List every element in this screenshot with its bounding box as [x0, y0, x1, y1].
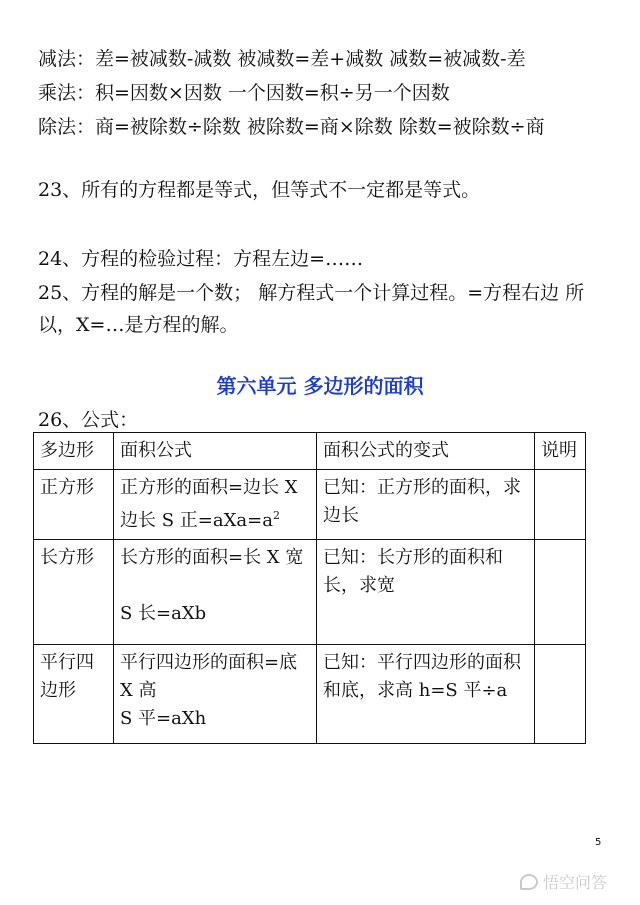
shape-name: 长方形 [40, 547, 94, 568]
shape-name: 正方形 [40, 477, 94, 498]
variant-cell [317, 540, 535, 645]
watermark-text: 悟空问答 [543, 873, 608, 892]
header-formula: 面积公式 [114, 433, 317, 470]
header-note: 说明 [535, 433, 586, 470]
table-row [34, 470, 586, 540]
table-row [34, 645, 586, 744]
shape-name: 边形 [40, 680, 76, 701]
formula-line: X 高 [120, 680, 157, 701]
formula-line: 平行四边形的面积=底 [120, 652, 298, 673]
formula-line: 长方形的面积=长 X 宽 [120, 547, 304, 568]
table-row [34, 540, 586, 645]
variant-line: 长，求宽 [323, 575, 395, 596]
shape-cell [34, 470, 114, 540]
unit-title: 第六单元 多边形的面积 [216, 374, 424, 398]
table-header-row [34, 433, 586, 470]
shape-name: 平行四 [40, 652, 94, 673]
division-formula: 除法：商=被除数÷除数 被除数=商×除数 除数=被除数÷商 [38, 116, 545, 138]
formula-line: S 长=aXb [120, 603, 207, 624]
variant-line: 已知：长方形的面积和 [323, 547, 503, 568]
variant-cell [317, 470, 535, 540]
formula-line: 边长 S 正=aXa=a [120, 510, 273, 531]
item-25-line-1: 25、方程的解是一个数； 解方程式一个计算过程。=方程右边 所 [38, 282, 585, 304]
shape-cell [34, 540, 114, 645]
item-23: 23、所有的方程都是等式，但等式不一定都是等式。 [38, 179, 481, 201]
variant-line: 边长 [323, 505, 359, 526]
variant-line: 已知：平行四边形的面积 [323, 652, 521, 673]
variant-line: 和底，求高 h=S 平÷a [323, 680, 508, 701]
page-number: 5 [595, 837, 602, 848]
note-cell [535, 470, 586, 540]
formula-cell [114, 540, 317, 645]
multiplication-formula: 乘法：积=因数×因数 一个因数=积÷另一个因数 [38, 82, 450, 104]
variant-cell [317, 645, 535, 744]
formula-line: 正方形的面积=边长 X [120, 477, 298, 498]
exponent: 2 [272, 509, 280, 522]
item-25-line-2: 以，X=…是方程的解。 [38, 314, 239, 336]
shape-cell [34, 645, 114, 744]
formula-line: S 平=aXh [120, 708, 207, 729]
header-shape: 多边形 [34, 433, 114, 470]
note-cell [535, 645, 586, 744]
item-24: 24、方程的检验过程：方程左边=…… [38, 248, 364, 270]
note-cell [535, 540, 586, 645]
speech-bubble-icon [520, 874, 538, 890]
formula-cell [114, 470, 317, 540]
item-26: 26、公式： [38, 409, 139, 431]
watermark [520, 870, 607, 893]
formula-table [33, 432, 586, 744]
variant-line: 已知：正方形的面积，求 [323, 477, 521, 498]
header-variant: 面积公式的变式 [317, 433, 535, 470]
subtraction-formula: 减法：差=被减数-减数 被减数=差+减数 减数=被减数-差 [38, 48, 526, 70]
formula-cell [114, 645, 317, 744]
